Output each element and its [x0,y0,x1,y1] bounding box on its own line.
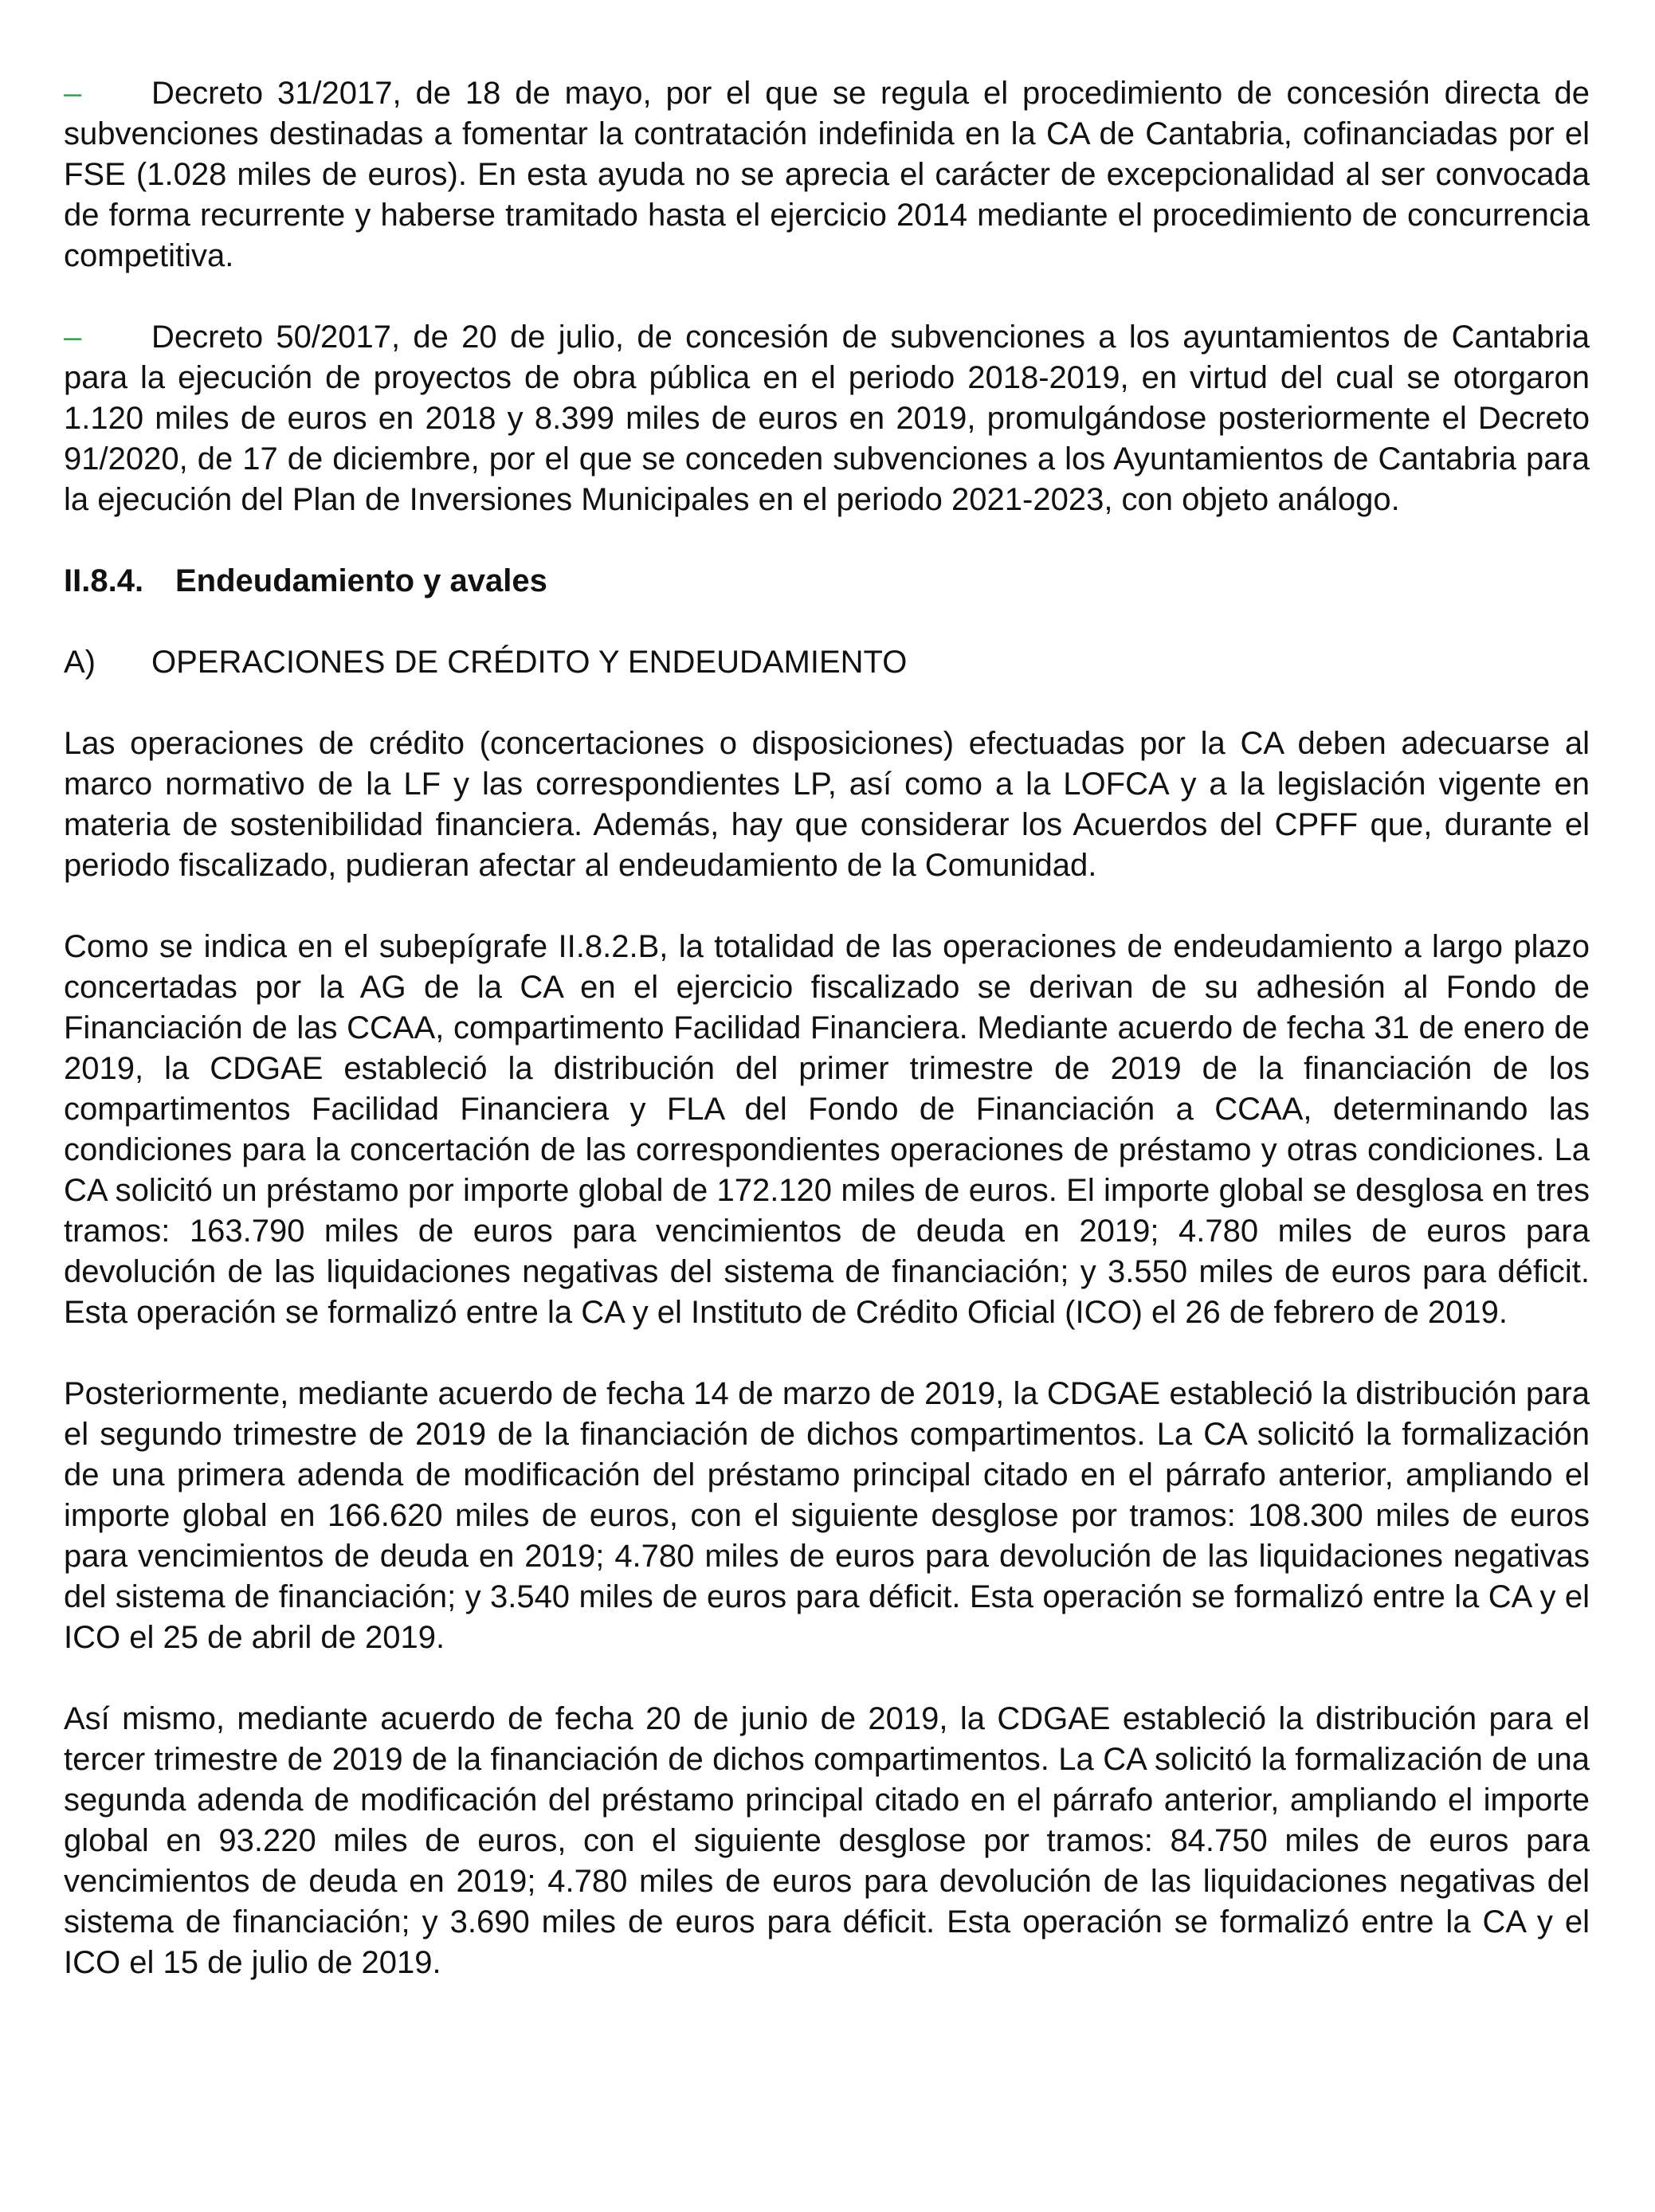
body-paragraph: Como se indica en el subepígrafe II.8.2.B, la totalidad de las operaciones de endeudamiento a largo plazo concertadas por la AG de la CA en el ejercicio fiscalizado se derivan de su adhesión al Fondo de Financiación de las CCAA, compartimento Facilidad Financiera. Mediante acuerdo de fecha 31 de enero de 2019, la CDGAE estableció la distribución del primer trimestre de 2019 de la financiación de los compartimentos Facilidad Financiera y FLA del Fondo de Financiación a CCAA, determinando las condiciones para la concertación de las correspondientes operaciones de préstamo y otras condiciones. La CA solicitó un préstamo por importe global de 172.120 miles de euros. El importe global se desglosa en tres tramos: 163.790 miles de euros para vencimientos de deuda en 2019; 4.780 miles de euros para devolución de las liquidaciones negativas del sistema de financiación; y 3.550 miles de euros para déficit. Esta operación se formalizó entre la CA y el Instituto de Crédito Oficial (ICO) el 26 de febrero de 2019. [64,929,1590,1330]
bullet-text: Decreto 31/2017, de 18 de mayo, por el que se regula el procedimiento de concesión directa de subvenciones destinadas a fomentar la contratación indefinida en la CA de Cantabria, cofinanciadas por el FSE (1.028 miles de euros). En esta ayuda no se aprecia el carácter de excepcionalidad al ser convocada de forma recurrente y haberse tramitado hasta el ejercicio 2014 mediante el procedimiento de concurrencia competitiva. [64,76,1590,273]
section-title: Endeudamiento y avales [175,563,547,598]
subsection-title: OPERACIONES DE CRÉDITO Y ENDEUDAMIENTO [151,645,908,680]
dash-bullet-icon: – [64,76,82,111]
section-heading [64,561,1590,602]
subsection-heading [64,642,1590,683]
body-paragraph: Posteriormente, mediante acuerdo de fecha 14 de marzo de 2019, la CDGAE estableció la distribución para el segundo trimestre de 2019 de la financiación de dichos compartimentos. La CA solicitó la formalización de una primera adenda de modificación del préstamo principal citado en el párrafo anterior, ampliando el importe global en 166.620 miles de euros, con el siguiente desglose por tramos: 108.300 miles de euros para vencimientos de deuda en 2019; 4.780 miles de euros para devolución de las liquidaciones negativas del sistema de financiación; y 3.540 miles de euros para déficit. Esta operación se formalizó entre la CA y el ICO el 25 de abril de 2019. [64,1376,1590,1655]
section-number: II.8.4. [64,563,144,598]
subsection-letter: A) [64,645,96,680]
bullet-text: Decreto 50/2017, de 20 de julio, de concesión de subvenciones a los ayuntamientos de Cantabria para la ejecución de proyectos de obra pública en el periodo 2018-2019, en virtud del cual se otorgaron 1.120 miles de euros en 2018 y 8.399 miles de euros en 2019, promulgándose posteriormente el Decreto 91/2020, de 17 de diciembre, por el que se conceden subvenciones a los Ayuntamientos de Cantabria para la ejecución del Plan de Inversiones Municipales en el periodo 2021-2023, con objeto análogo. [64,320,1590,517]
bullet-paragraph-decreto-50 [64,317,1590,520]
dash-bullet-icon: – [64,320,82,355]
body-paragraph: Las operaciones de crédito (concertaciones o disposiciones) efectuadas por la CA deben adecuarse al marco normativo de la LF y las correspondientes LP, así como a la LOFCA y a la legislación vigente en materia de sostenibilidad financiera. Además, hay que considerar los Acuerdos del CPFF que, durante el periodo fiscalizado, pudieran afectar al endeudamiento de la Comunidad. [64,726,1590,883]
document-page [64,73,1590,1983]
body-paragraph: Así mismo, mediante acuerdo de fecha 20 de junio de 2019, la CDGAE estableció la distribución para el tercer trimestre de 2019 de la financiación de dichos compartimentos. La CA solicitó la formalización de una segunda adenda de modificación del préstamo principal citado en el párrafo anterior, ampliando el importe global en 93.220 miles de euros, con el siguiente desglose por tramos: 84.750 miles de euros para vencimientos de deuda en 2019; 4.780 miles de euros para devolución de las liquidaciones negativas del sistema de financiación; y 3.690 miles de euros para déficit. Esta operación se formalizó entre la CA y el ICO el 15 de julio de 2019. [64,1701,1590,1980]
bullet-paragraph-decreto-31 [64,73,1590,276]
